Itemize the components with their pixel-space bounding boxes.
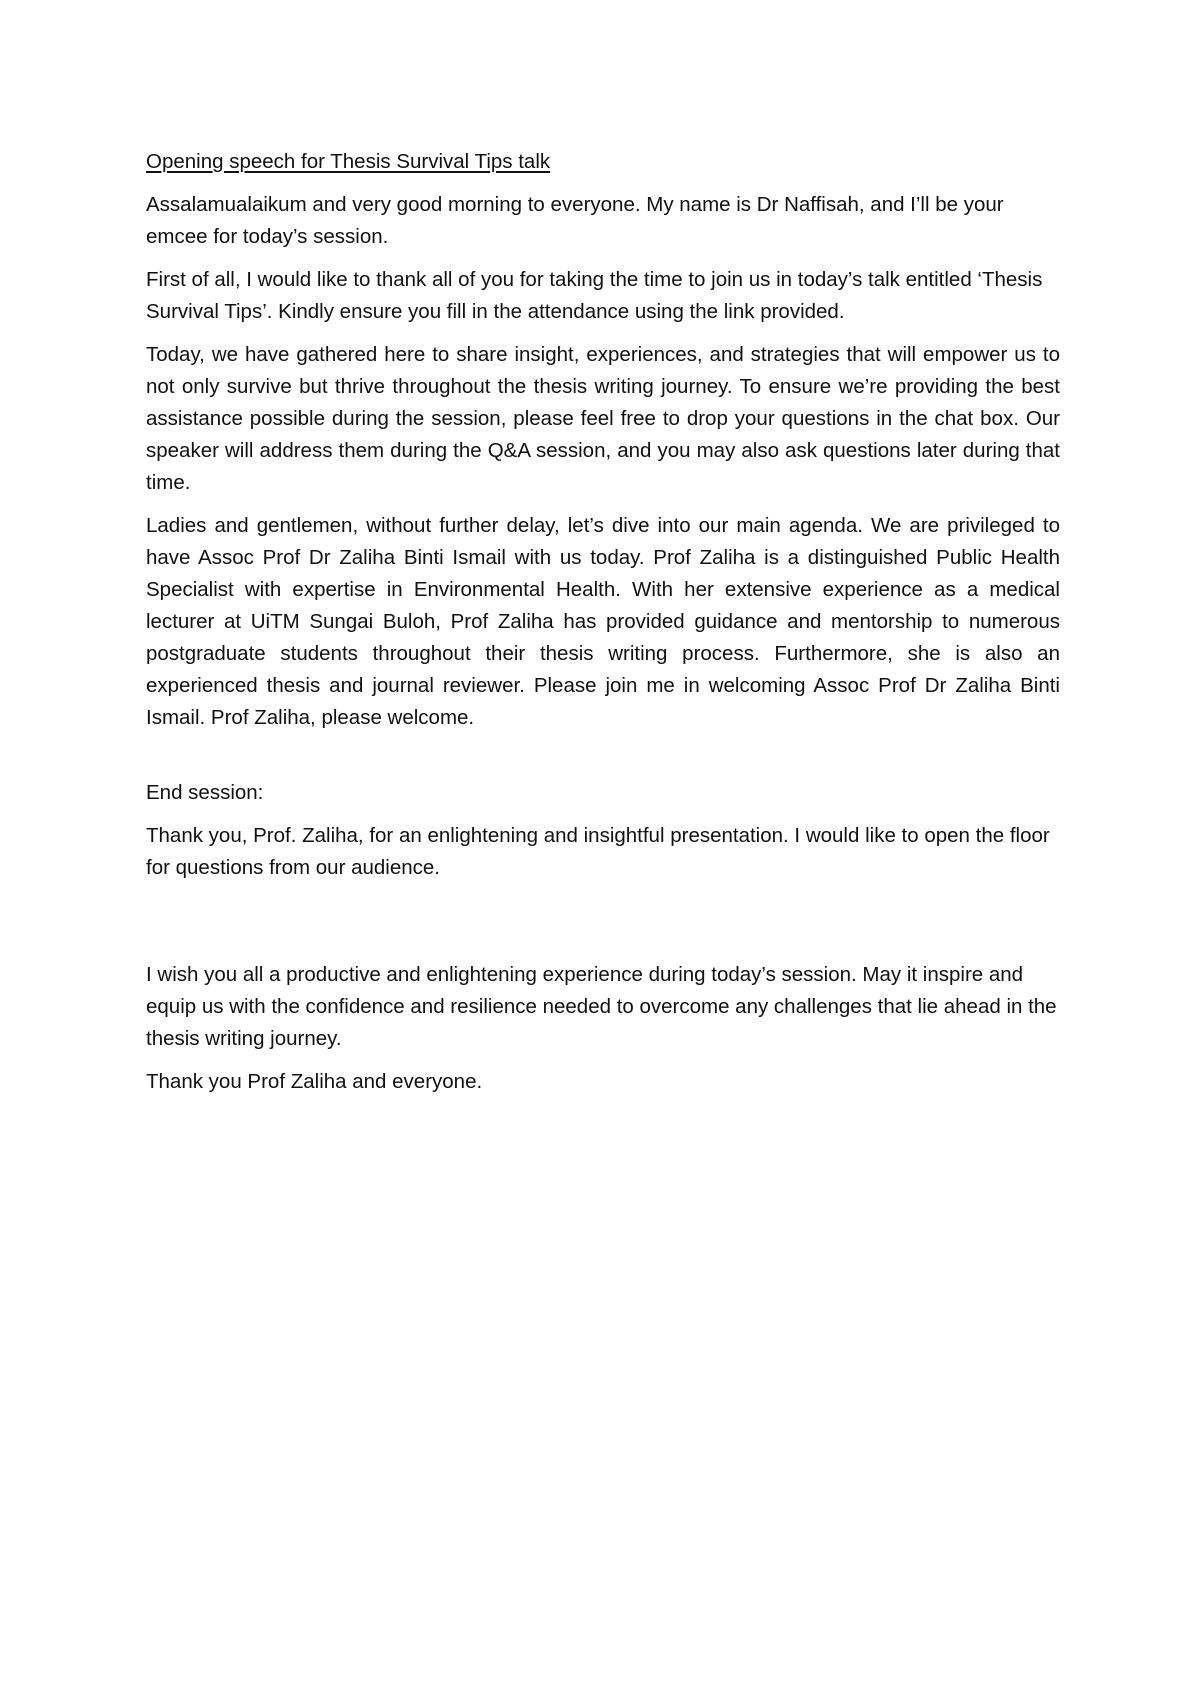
paragraph-speaker-intro: Ladies and gentlemen, without further delay, let’s dive into our main agenda. We are privileged to have Assoc Prof Dr Zaliha Binti Ismail with us today. Prof Zaliha is a distinguished Public Health Specialist with expertise in Environmental Health. With her extensive experience as a medical lecturer at UiTM Sungai Buloh, Prof Zaliha has provided guidance and mentorship to numerous postgraduate students throughout their thesis writing process. Furthermore, she is also an experienced thesis and journal reviewer. Please join me in welcoming Assoc Prof Dr Zaliha Binti Ismail. Prof Zaliha, please welcome. xyxy=(146,514,1060,729)
paragraph-greeting: Assalamualaikum and very good morning to everyone. My name is Dr Naffisah, and I’ll be your emcee for today’s session. xyxy=(146,193,1004,248)
paragraph-end-session: Thank you, Prof. Zaliha, for an enlightening and insightful presentation. I would like to open the floor for questions from our audience. xyxy=(146,824,1050,879)
end-session-label: End session: xyxy=(146,781,264,804)
paragraph-closing-wish: I wish you all a productive and enlightening experience during today’s session. May it inspire and equip us with the confidence and resilience needed to overcome any challenges that lie ahead in the thesis writing journey. xyxy=(146,963,1057,1050)
document-title: Opening speech for Thesis Survival Tips talk xyxy=(146,150,551,173)
paragraph-thanks: First of all, I would like to thank all of you for taking the time to join us in today’s talk entitled ‘Thesis Survival Tips’. Kindly ensure you fill in the attendance using the link provided. xyxy=(146,268,1043,323)
paragraph-closing-thanks: Thank you Prof Zaliha and everyone. xyxy=(146,1070,483,1093)
paragraph-purpose: Today, we have gathered here to share insight, experiences, and strategies that will empower us to not only survive but thrive throughout the thesis writing journey. To ensure we’re providing the best assistance possible during the session, please feel free to drop your questions in the chat box. Our speaker will address them during the Q&A session, and you may also ask questions later during that time. xyxy=(146,343,1060,494)
document-body xyxy=(146,146,1060,1109)
